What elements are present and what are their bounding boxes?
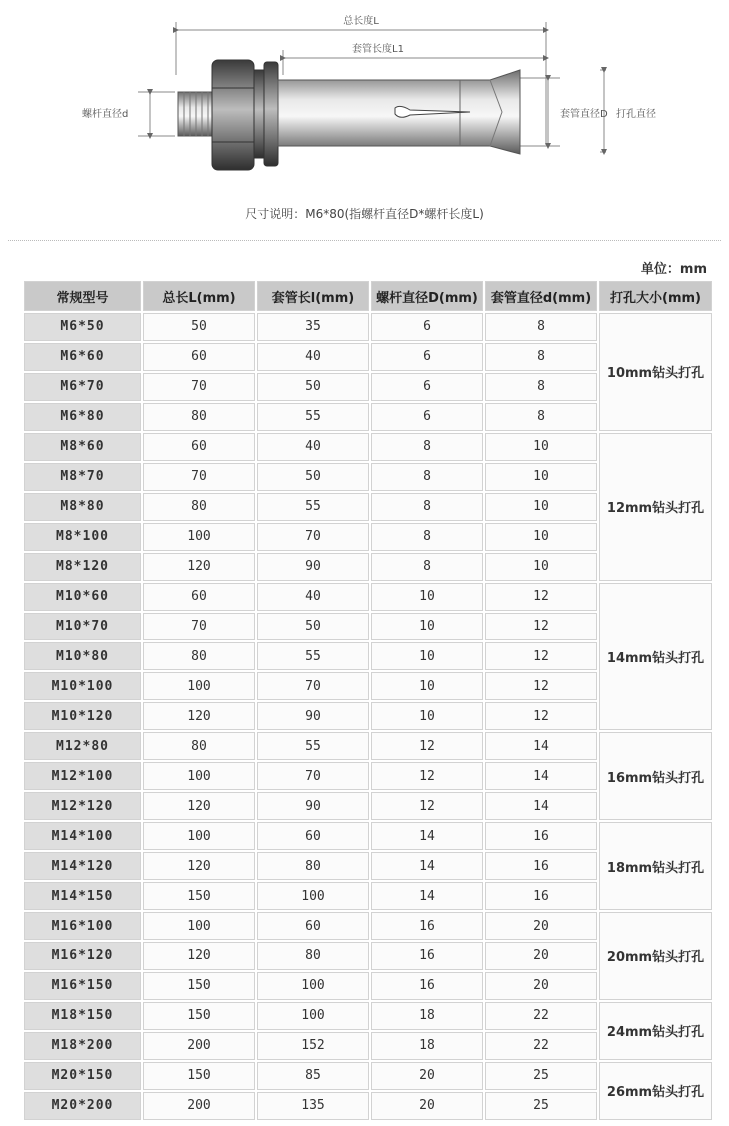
cell-total-length: 200 — [143, 1032, 255, 1060]
cell-model: M8*60 — [24, 433, 141, 461]
cell-total-length: 150 — [143, 882, 255, 910]
cell-total-length: 100 — [143, 523, 255, 551]
cell-drill-size: 20mm钻头打孔 — [599, 912, 712, 1000]
cell-sleeve-length: 40 — [257, 583, 369, 611]
cell-sleeve-diameter: 8 — [485, 313, 597, 341]
cell-model: M20*150 — [24, 1062, 141, 1090]
cell-rod-diameter: 8 — [371, 523, 483, 551]
sleeve-length-label: 套管长度L1 — [352, 44, 404, 55]
cell-total-length: 100 — [143, 672, 255, 700]
cell-sleeve-diameter: 8 — [485, 373, 597, 401]
cell-rod-diameter: 12 — [371, 762, 483, 790]
cell-sleeve-length: 60 — [257, 822, 369, 850]
cell-sleeve-diameter: 22 — [485, 1002, 597, 1030]
cell-total-length: 50 — [143, 313, 255, 341]
cell-total-length: 80 — [143, 732, 255, 760]
cell-total-length: 100 — [143, 912, 255, 940]
cell-rod-diameter: 14 — [371, 822, 483, 850]
table-row — [24, 912, 712, 940]
cell-sleeve-length: 40 — [257, 433, 369, 461]
cell-sleeve-diameter: 8 — [485, 343, 597, 371]
cell-model: M16*150 — [24, 972, 141, 1000]
hole-diameter-label: 打孔直径 — [616, 109, 656, 120]
cell-sleeve-diameter: 16 — [485, 822, 597, 850]
cell-sleeve-length: 100 — [257, 882, 369, 910]
cell-sleeve-length: 60 — [257, 912, 369, 940]
cell-sleeve-length: 55 — [257, 642, 369, 670]
bolt-illustration — [178, 60, 520, 170]
cell-rod-diameter: 10 — [371, 583, 483, 611]
cell-rod-diameter: 16 — [371, 942, 483, 970]
cell-model: M6*70 — [24, 373, 141, 401]
cell-sleeve-length: 80 — [257, 852, 369, 880]
cell-total-length: 200 — [143, 1092, 255, 1120]
cell-model: M10*70 — [24, 613, 141, 641]
cell-total-length: 100 — [143, 762, 255, 790]
cell-sleeve-diameter: 10 — [485, 553, 597, 581]
cell-sleeve-diameter: 12 — [485, 642, 597, 670]
cell-rod-diameter: 10 — [371, 642, 483, 670]
cell-model: M18*150 — [24, 1002, 141, 1030]
cell-model: M14*120 — [24, 852, 141, 880]
cell-sleeve-length: 50 — [257, 373, 369, 401]
cell-drill-size: 24mm钻头打孔 — [599, 1002, 712, 1060]
cell-total-length: 60 — [143, 433, 255, 461]
cell-sleeve-diameter: 22 — [485, 1032, 597, 1060]
cell-total-length: 100 — [143, 822, 255, 850]
cell-total-length: 150 — [143, 1062, 255, 1090]
cell-sleeve-length: 152 — [257, 1032, 369, 1060]
cell-model: M12*80 — [24, 732, 141, 760]
cell-sleeve-length: 85 — [257, 1062, 369, 1090]
table-row — [24, 313, 712, 341]
cell-sleeve-length: 70 — [257, 523, 369, 551]
cell-sleeve-diameter: 25 — [485, 1092, 597, 1120]
cell-rod-diameter: 10 — [371, 613, 483, 641]
cell-rod-diameter: 10 — [371, 672, 483, 700]
cell-sleeve-length: 90 — [257, 792, 369, 820]
cell-sleeve-diameter: 16 — [485, 852, 597, 880]
cell-model: M6*50 — [24, 313, 141, 341]
cell-sleeve-diameter: 10 — [485, 523, 597, 551]
cell-model: M8*120 — [24, 553, 141, 581]
cell-rod-diameter: 12 — [371, 732, 483, 760]
table-row — [24, 433, 712, 461]
table-row — [24, 822, 712, 850]
cell-model: M12*100 — [24, 762, 141, 790]
total-length-label: 总长度L — [343, 16, 379, 27]
cell-sleeve-diameter: 14 — [485, 732, 597, 760]
cell-total-length: 120 — [143, 942, 255, 970]
cell-rod-diameter: 8 — [371, 553, 483, 581]
cell-sleeve-diameter: 10 — [485, 463, 597, 491]
cell-sleeve-diameter: 8 — [485, 403, 597, 431]
cell-model: M6*60 — [24, 343, 141, 371]
spec-table-body — [24, 313, 712, 1120]
cell-rod-diameter: 18 — [371, 1032, 483, 1060]
cell-rod-diameter: 12 — [371, 792, 483, 820]
cell-sleeve-length: 50 — [257, 463, 369, 491]
header-sleeve-length: 套管长l(mm) — [257, 281, 369, 311]
sleeve-diameter-label: 套管直径D — [560, 109, 608, 120]
cell-sleeve-length: 80 — [257, 942, 369, 970]
cell-drill-size: 26mm钻头打孔 — [599, 1062, 712, 1120]
cell-rod-diameter: 8 — [371, 463, 483, 491]
cell-total-length: 60 — [143, 343, 255, 371]
table-row — [24, 732, 712, 760]
cell-rod-diameter: 20 — [371, 1062, 483, 1090]
cell-model: M14*100 — [24, 822, 141, 850]
cell-rod-diameter: 8 — [371, 433, 483, 461]
divider — [8, 240, 721, 241]
cell-model: M20*200 — [24, 1092, 141, 1120]
cell-sleeve-length: 90 — [257, 553, 369, 581]
cell-rod-diameter: 14 — [371, 882, 483, 910]
spec-table — [22, 279, 714, 1122]
cell-sleeve-diameter: 16 — [485, 882, 597, 910]
cell-sleeve-diameter: 12 — [485, 613, 597, 641]
cell-total-length: 120 — [143, 553, 255, 581]
cell-total-length: 120 — [143, 792, 255, 820]
cell-sleeve-length: 55 — [257, 403, 369, 431]
cell-drill-size: 18mm钻头打孔 — [599, 822, 712, 910]
cell-rod-diameter: 6 — [371, 403, 483, 431]
cell-rod-diameter: 16 — [371, 912, 483, 940]
cell-model: M16*100 — [24, 912, 141, 940]
header-row — [24, 281, 712, 311]
cell-sleeve-length: 70 — [257, 762, 369, 790]
cell-sleeve-diameter: 12 — [485, 672, 597, 700]
table-row — [24, 1002, 712, 1030]
cell-total-length: 120 — [143, 702, 255, 730]
cell-drill-size: 12mm钻头打孔 — [599, 433, 712, 581]
cell-sleeve-diameter: 20 — [485, 972, 597, 1000]
cell-sleeve-diameter: 20 — [485, 942, 597, 970]
cell-sleeve-length: 90 — [257, 702, 369, 730]
cell-rod-diameter: 6 — [371, 343, 483, 371]
cell-sleeve-length: 55 — [257, 732, 369, 760]
table-row — [24, 1062, 712, 1090]
cell-total-length: 80 — [143, 642, 255, 670]
cell-model: M6*80 — [24, 403, 141, 431]
cell-sleeve-length: 135 — [257, 1092, 369, 1120]
cell-sleeve-length: 40 — [257, 343, 369, 371]
cell-sleeve-length: 70 — [257, 672, 369, 700]
unit-label: 单位：mm — [640, 262, 707, 277]
cell-sleeve-diameter: 20 — [485, 912, 597, 940]
cell-sleeve-diameter: 12 — [485, 583, 597, 611]
cell-model: M12*120 — [24, 792, 141, 820]
cell-model: M10*60 — [24, 583, 141, 611]
cell-sleeve-diameter: 10 — [485, 493, 597, 521]
cell-rod-diameter: 8 — [371, 493, 483, 521]
cell-rod-diameter: 14 — [371, 852, 483, 880]
cell-sleeve-diameter: 10 — [485, 433, 597, 461]
cell-model: M16*120 — [24, 942, 141, 970]
header-sleeve-diameter: 套管直径d(mm) — [485, 281, 597, 311]
cell-model: M10*100 — [24, 672, 141, 700]
cell-total-length: 120 — [143, 852, 255, 880]
cell-model: M10*80 — [24, 642, 141, 670]
cell-model: M18*200 — [24, 1032, 141, 1060]
header-drill-size: 打孔大小(mm) — [599, 281, 712, 311]
cell-rod-diameter: 10 — [371, 702, 483, 730]
cell-total-length: 150 — [143, 1002, 255, 1030]
cell-model: M8*70 — [24, 463, 141, 491]
cell-total-length: 150 — [143, 972, 255, 1000]
cell-model: M8*100 — [24, 523, 141, 551]
cell-total-length: 70 — [143, 613, 255, 641]
rod-diameter-label: 螺杆直径d — [82, 109, 129, 120]
cell-sleeve-diameter: 14 — [485, 762, 597, 790]
header-total-length: 总长L(mm) — [143, 281, 255, 311]
table-row — [24, 583, 712, 611]
cell-model: M8*80 — [24, 493, 141, 521]
cell-rod-diameter: 16 — [371, 972, 483, 1000]
cell-rod-diameter: 18 — [371, 1002, 483, 1030]
cell-total-length: 60 — [143, 583, 255, 611]
cell-sleeve-diameter: 14 — [485, 792, 597, 820]
cell-model: M10*120 — [24, 702, 141, 730]
cell-sleeve-diameter: 12 — [485, 702, 597, 730]
cell-total-length: 80 — [143, 493, 255, 521]
cell-total-length: 80 — [143, 403, 255, 431]
cell-drill-size: 16mm钻头打孔 — [599, 732, 712, 820]
cell-rod-diameter: 6 — [371, 373, 483, 401]
cell-sleeve-length: 50 — [257, 613, 369, 641]
cell-sleeve-length: 100 — [257, 1002, 369, 1030]
cell-sleeve-length: 35 — [257, 313, 369, 341]
cell-drill-size: 10mm钻头打孔 — [599, 313, 712, 431]
cell-sleeve-length: 55 — [257, 493, 369, 521]
cell-drill-size: 14mm钻头打孔 — [599, 583, 712, 731]
cell-model: M14*150 — [24, 882, 141, 910]
cell-sleeve-length: 100 — [257, 972, 369, 1000]
cell-total-length: 70 — [143, 463, 255, 491]
cell-rod-diameter: 20 — [371, 1092, 483, 1120]
anchor-bolt-diagram — [0, 0, 729, 240]
cell-sleeve-diameter: 25 — [485, 1062, 597, 1090]
size-caption: 尺寸说明：M6*80(指螺杆直径D*螺杆长度L) — [245, 207, 484, 221]
cell-total-length: 70 — [143, 373, 255, 401]
header-rod-diameter: 螺杆直径D(mm) — [371, 281, 483, 311]
cell-rod-diameter: 6 — [371, 313, 483, 341]
header-model: 常规型号 — [24, 281, 141, 311]
